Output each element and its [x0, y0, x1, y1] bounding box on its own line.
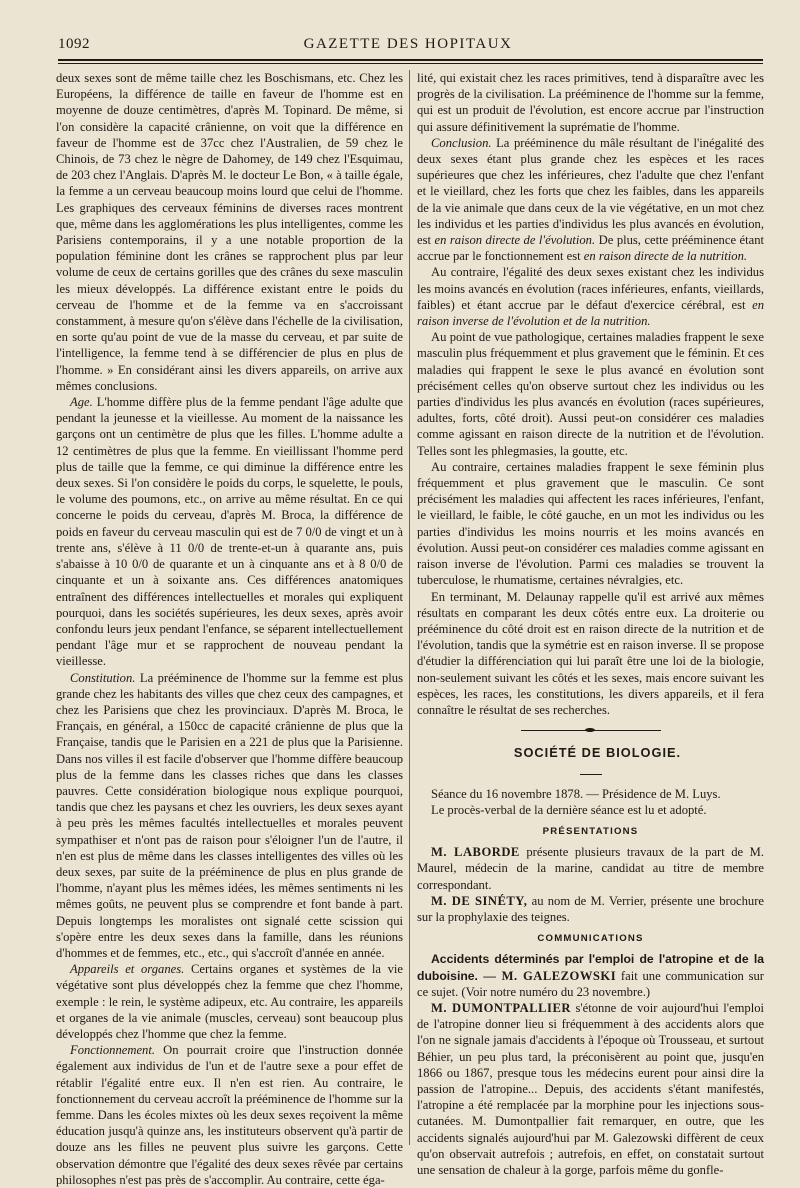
paragraph-sinety — [417, 893, 764, 925]
paragraph: En terminant, M. Delaunay rappelle qu'il est arrivé aux mêmes résultats en comparant les deux côtés entre eux. La droiterie ou prééminence du côté droit est en raison directe de la nutrition et de l'évolution, tandis que la symétrie est en raison inverse. Il se propose d'étudier la différenciation qui lui paraît être une loi de la biologie, non-seulement suivant les côtés et les sexes, mais encore suivant les espèces, les races, les constitutions, les divers appareils, et il fera connaître le résultat de ses recherches. — [417, 589, 764, 717]
accidents-text: fait une communication sur ce sujet. (Voir notre numéro du 23 novembre.) — [417, 968, 764, 999]
paragraph-dumontpallier — [417, 1000, 764, 1178]
paragraph-appareils — [56, 961, 403, 1042]
paragraph: Au point de vue pathologique, certaines maladies frappent le sexe masculin plus fréquemment et plus gravement que le féminin. Et ces maladies qui frappent le sexe le plus avancé en évolution sont précisément celles qu'on observe surtout chez les individus ou les parties d'individus les plus avancés en évolution (races supérieures, adultes, forts, côté droit). Aussi peut-on considérer ces maladies comme agissant en raison directe de la nutrition et de l'évolution. Telles sont les phlegmasies, la goutte, etc. — [417, 330, 764, 458]
presentations-heading: PRÉSENTATIONS — [542, 825, 639, 837]
dumontpallier-text: s'étonne de voir aujourd'hui l'emploi de l'atropine donner lieu si fréquemment à des accidents alors que l'on ne signale jamais d'accidents à l'époque où Trousseau, et surtout Béhier, un peu plus tard, la préconisèrent au point que, jusqu'en 1866 ou 1867, presque tous les médecins eurent pour ainsi dire la passion de l'atropine... Depuis, des accidents s'étant manifestés, l'atropine a été remplacée par la morphine pour les injections sous-cutanées. M. Dumontpallier fait remarquer, en outre, que les accidents signalés aujourd'hui par M. Galezowski diffèrent de ceux qu'on observait autrefois ; autrefois, en effet, on constatait surtout une sensation de chaleur à la gorge, parfois même du gonfle- — [417, 1000, 764, 1177]
accidents-title: Accidents déterminés par l'emploi de l'atropine et de la duboisine. — [417, 952, 764, 983]
age-text: L'homme diffère plus de la femme pendant l'âge adulte que pendant la jeunesse et la vieillesse. Au moment de la naissance les garçons ont un centimètre de plus que les filles. L'homme adulte a 12 centimètres de plus que la femme. En vieillissant l'homme perd plus de taille que la femme, ce qui diminue la différence entre les deux sexes. Si l'on considère le poids du corps, le squelette, le pouls, le volume des poumons, etc., on arrive au même résultat. En ce qui concerne le poids du cerveau, d'après M. Broca, la différence de poids en faveur du cerveau masculin qui est de 7 0/0 de vingt et un à trente ans, s'élève à 11 0/0 de trente-et-un à quarante ans, puis s'abaisse à 10 0/0 de quarante et un à cinquante ans et à 8 0/0 de cinquante et un à soixante ans. Ces différences anatomiques entraînent des différences intellectuelles et morales qui expliquent pourquoi, dans les sociétés supérieures, les deux sexes, après avoir confondu leurs jeux pendant l'enfance, se séparent intellectuellement pendant l'âge mur et se rapprochent de nouveau pendant la vieillesse. — [56, 395, 403, 669]
paragraph: deux sexes sont de même taille chez les Boschismans, etc. Chez les Européens, la différence de taille en faveur de l'homme est en moyenne de douze centimètres, d'après M. Topinard. De même, si l'on considère la capacité crânienne, on voit que la différence en faveur de l'homme est de 37cc chez l'Australien, de 59 chez le Chinois, de 73 chez le nègre de Dahomey, de 149 chez l'Esquimau, de 203 chez l'Anglais. D'après M. le docteur Le Bon, « à taille égale, la femme a un cerveau beaucoup moins lourd que celui de l'homme. Les graphiques des cerveaux féminins de diverses races montrent que, même dans les agglomérations les plus intelligentes, comme les Parisiens contemporains, il y a une notable proportion de la population féminine dont les crânes se rapprochent plus par leur volume de ceux de certains gorilles que des crânes du sexe masculin les mieux développés. La différence existant entre le poids du cerveau de l'homme et de la femme va en s'accroissant constamment, à mesure qu'on s'élève dans l'échelle de la civilisation, en sorte qu'au point de vue de la masse du cerveau, et par suite de l'intelligence, la femme tend à se différencier de plus en plus de l'homme. » En considérant ainsi les divers appareils, on arrive aux mêmes conclusions. — [56, 71, 403, 393]
appareils-text: Certains organes et systèmes de la vie végétative sont plus développés chez la femme que chez l'homme, exemple : le rein, le système adipeux, etc. Au contraire, les appareils et organes de la vie animale (muscles, cerveau) sont beaucoup plus développés chez l'homme que chez la femme. — [56, 962, 403, 1041]
p3-emphasis: en raison inverse de l'évolution et de la nutrition. — [417, 297, 764, 329]
paragraph — [417, 264, 764, 329]
right-column — [417, 70, 765, 1177]
conclusion-emphasis-1: en raison directe de l'évolution. — [434, 233, 596, 248]
p3-text: Au contraire, l'égalité des deux sexes existant chez les individus les moins avancés en évolution (races inférieures, enfants, vieillards, faibles) et étant accrue par le défaut d'exercice cérébral, est — [417, 265, 764, 312]
ornament-divider — [521, 730, 661, 731]
section-label-fonctionnement: Fonctionnement. — [70, 1043, 155, 1058]
speaker-dumontpallier: M. DUMONTPALLIER — [431, 1000, 571, 1015]
journal-title: GAZETTE DES HOPITAUX — [303, 36, 513, 52]
paragraph: Au contraire, certaines maladies frappent le sexe féminin plus fréquemment et plus gravement que le masculin. Ce sont précisément les maladies qui affectent les races inférieures, l'enfant, le vieillard, le faible, le côté gauche, en un mot les individus ou les parties d'individus les moins nourris et les moins avancés en évolution. Aussi peut-on considérer ces maladies comme agissant en raison inverse de l'évolution. Parmi ces maladies se trouvent la tuberculose, le rhumatisme, certaines névralgies, etc. — [417, 459, 764, 588]
laborde-text: présente plusieurs travaux de la part de M. Maurel, médecin de la marine, candidat au titre de membre correspondant. — [417, 845, 764, 892]
paragraph-laborde — [417, 844, 764, 893]
communications-heading: COMMUNICATIONS — [537, 933, 644, 945]
section-label-conclusion: Conclusion. — [431, 135, 492, 150]
society-title: SOCIÉTÉ DE BIOLOGIE. — [513, 745, 682, 761]
paragraph-conclusion — [417, 135, 764, 265]
constitution-text: La prééminence de l'homme sur la femme est plus grande chez les habitants des villes que chez ceux des campagnes, et chez les Parisiens que chez les provinciaux. D'après M. Broca, le Français, en général, a 150cc de capacité crânienne de plus que la Française, tandis que le Parisien en a 221 de plus que la Parisienne. Dans nos villes il est facile d'observer que l'homme diffère beaucoup plus de la femme dans les classes riches que dans les classes pauvres. Cette considération biologique nous explique pourquoi, tandis que chez les paysans et chez les ouvriers, les deux sexes ayant à peu près les mêmes facultés intellectuelles et morales peuvent sympathiser et n'ont pas de raison pour s'éloigner l'un de l'autre, il n'en est plus de même dans les classes intelligentes des villes où les deux sexes, par suite de la prééminence de plus en plus grande de l'homme, n'ayant plus les mêmes idées, les mêmes sentiments ni les mêmes goûts, ne peuvent plus se comprendre et font bande à part. Depuis longtemps les moralistes ont signalé cette scission qui s'opère entre les deux sexes dans la famille, dans les réunions d'hommes et de femmes, etc., etc., qui s'accroît d'année en année. — [56, 670, 403, 960]
paragraph-constitution — [56, 670, 403, 962]
section-label-appareils: Appareils et organes. — [70, 962, 185, 977]
paragraph-fonctionnement — [56, 1042, 403, 1188]
paragraph-accidents — [417, 951, 764, 1000]
conclusion-text-b: De plus, cette prééminence étant accrue par le fonctionnement est — [417, 233, 765, 264]
column-divider — [409, 70, 410, 1145]
paragraph: lité, qui existait chez les races primitives, tend à disparaître avec les progrès de la civilisation. La prééminence de l'homme sur la femme, qui est un produit de l'évolution, est encore accrue par l'instruction qui assure définitivement la suprématie de l'homme. — [417, 71, 764, 134]
header-rule-thick — [58, 59, 763, 61]
paragraph-age — [56, 394, 403, 669]
proces-verbal-line: Le procès-verbal de la dernière séance est lu et adopté. — [431, 802, 707, 817]
speaker-sinety: M. DE SINÉTY, — [431, 893, 528, 908]
left-column — [56, 70, 403, 1187]
page-number: 1092 — [58, 36, 90, 52]
seance-line: Séance du 16 novembre 1878. — Présidence de M. Luys. — [431, 786, 721, 801]
fonctionnement-text: On pourrait croire que l'instruction donnée également aux individus de l'un et de l'autre sexe a pour effet de rétablir l'égalité entre eux. Il n'en est rien. Au contraire, le fonctionnement du cerveau accroît la prééminence de l'homme sur la femme. Dans les écoles mixtes où les deux sexes reçoivent la même éducation jusqu'à quinze ans, les instituteurs observent qu'à partir de douze ans les filles ne peuvent plus suivre les garçons. Cette observation démontre que l'égalité des deux sexes rêvée par certains philosophes n'est pas près de s'accomplir. Au contraire, cette éga- — [56, 1043, 403, 1187]
short-rule — [417, 763, 764, 779]
header-rule-thin — [58, 63, 763, 64]
sinety-text: au nom de M. Verrier, présente une brochure sur la prophylaxie des teignes. — [417, 893, 765, 924]
page-header — [58, 36, 758, 60]
section-label-age: Age. — [70, 395, 93, 410]
section-label-constitution: Constitution. — [70, 670, 136, 685]
conclusion-emphasis-2: en raison directe de la nutrition. — [583, 249, 748, 264]
conclusion-text-a: La prééminence du mâle résultant de l'inégalité des deux sexes étant plus grande chez les espèces et les races supérieures que chez les inférieures, chez l'adulte que chez l'enfant et le vieillard, chez les forts que chez les faibles, dans les appareils de la vie animale que dans ceux de la vie végétative, en un mot chez les individus et les parties d'individus les plus avancés en évolution, est — [417, 135, 764, 248]
speaker-galezowski: — M. GALEZOWSKI — [477, 968, 617, 983]
speaker-laborde: M. LABORDE — [431, 845, 520, 860]
